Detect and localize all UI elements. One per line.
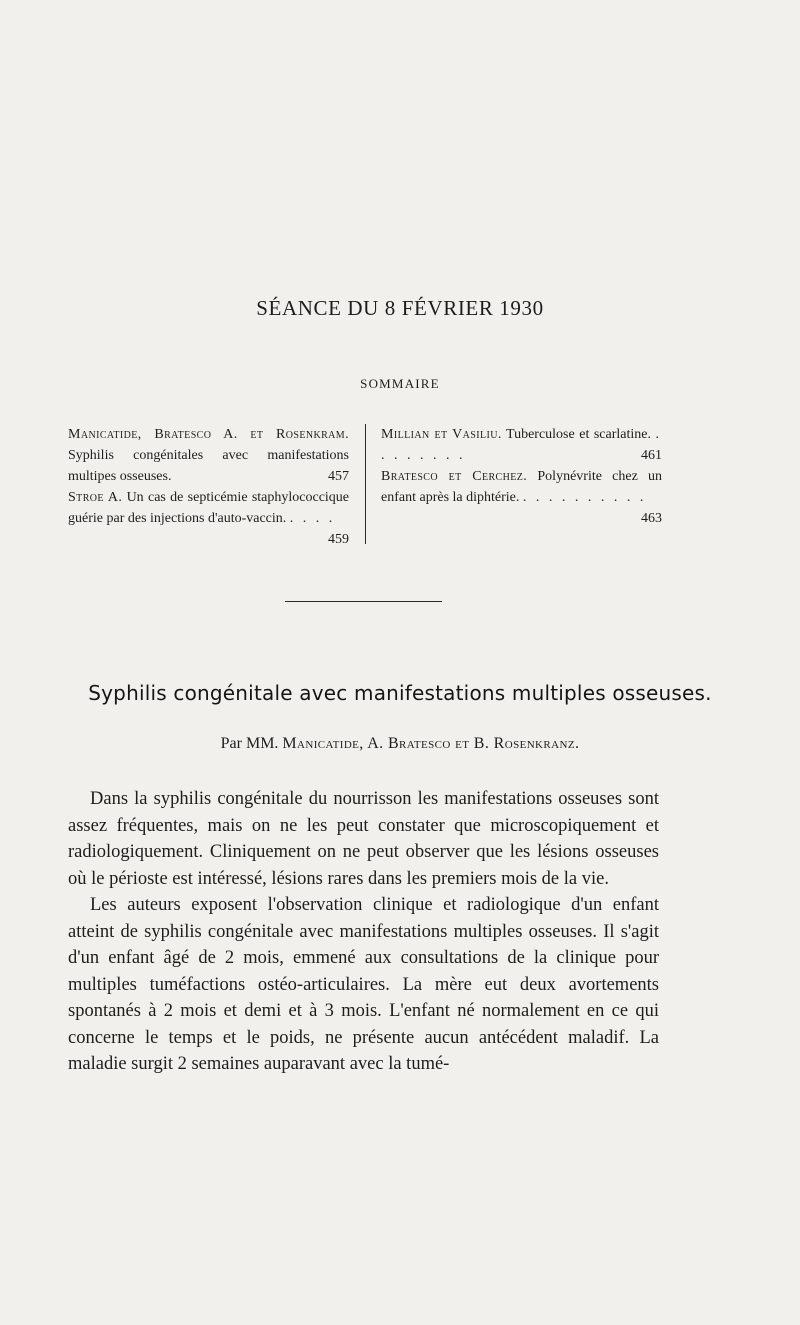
summary-entry-title: Polynévrite chez un enfant après la diphtérie. [381,469,663,505]
summary-entry-authors: Millian et Vasiliu. [381,427,502,442]
section-rule [285,601,442,602]
article-title: Syphilis congénitale avec manifestations multiples osseuses. [88,681,712,705]
summary-entry-page: 457 [328,469,349,484]
summary-entry-authors: Bratesco et Cerchez. [381,469,528,484]
summary-column-left [68,424,349,550]
byline-prefix: Par MM. [220,735,279,752]
summary-column-right [381,424,662,529]
leader-dots: . . . . . . . . . . [522,490,647,505]
summary-entry [68,487,350,547]
article-body [68,786,659,1078]
article-byline [0,735,800,753]
summary-entry-title: Tuberculose et scarlatine. [506,427,651,442]
summary-entry [381,466,663,526]
summary-entry-page: 461 [641,448,662,463]
session-title: SÉANCE DU 8 FÉVRIER 1930 [256,296,544,320]
leader-dots: . . . . [289,511,336,526]
summary-entry-authors: Manicatide, Bratesco A. et Rosenkram. [68,427,349,442]
summary-entry-title: Syphilis congénitales avec manifestations multipes osseuses. [68,448,349,484]
summary-entry-page: 463 [641,511,662,526]
summary-entry-title: Un cas de septicémie staphylococcique guérie par des injections d'auto-vaccin. [68,490,350,526]
summary-heading: SOMMAIRE [360,376,440,391]
summary-entry-page: 459 [328,532,349,547]
column-divider [365,424,366,544]
summary-entry-authors: Stroe A. [68,490,123,505]
summary-entry [381,424,662,466]
leader-dots: . . . . . . . . [381,427,662,463]
body-paragraph: Les auteurs exposent l'observation clinique et radiologique d'un enfant atteint de syphilis congénitale avec manifestations multiples osseuses. Il s'agit d'un enfant âgé de 2 mois, emmené aux consultations de la clinique pour multiples tuméfactions ostéo-articulaires. La mère eut deux avortements spontanés à 2 mois et demi et à 3 mois. L'enfant né normalement en ce qui concerne le temps et le poids, ne présente aucun antécédent maladif. La maladie surgit 2 semaines auparavant avec la tumé- [68,895,659,1074]
body-paragraph: Dans la syphilis congénitale du nourrisson les manifestations osseuses sont assez fréquentes, mais on ne les peut constater que microscopiquement et radiologiquement. Cliniquement on ne peut observer que les lésions osseuses où le périoste est intéressé, lésions rares dans les premiers mois de la vie. [68,789,659,889]
summary-entry [68,424,349,487]
byline-authors: Manicatide, A. Bratesco et B. Rosenkranz. [282,735,580,752]
